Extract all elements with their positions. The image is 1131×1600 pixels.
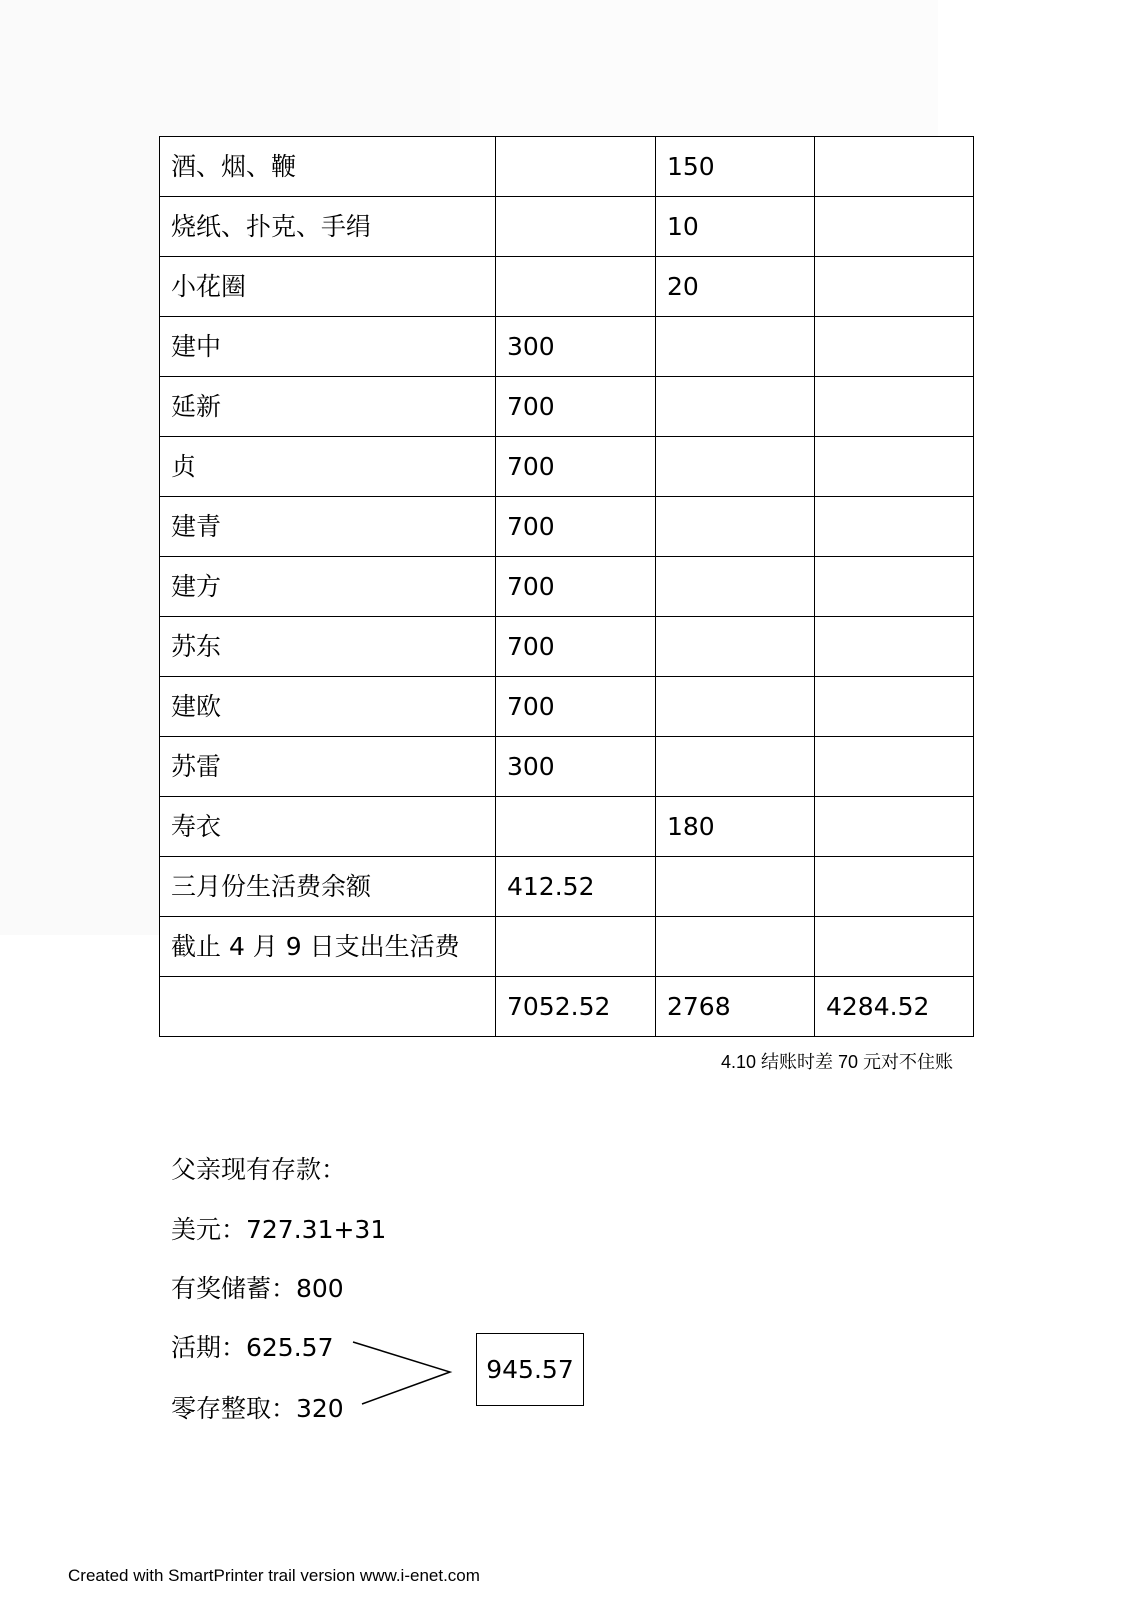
table-cell: 小花圈 (160, 257, 496, 317)
table-cell (815, 317, 974, 377)
table-cell (815, 677, 974, 737)
table-row (160, 197, 974, 257)
savings-prize: 有奖储蓄：800 (171, 1274, 344, 1303)
table-cell: 贞 (160, 437, 496, 497)
table-row (160, 917, 974, 977)
table-cell (656, 497, 815, 557)
table-cell: 苏东 (160, 617, 496, 677)
table-cell (815, 557, 974, 617)
table-cell (656, 617, 815, 677)
table-cell (160, 977, 496, 1037)
savings-demand: 活期：625.57 (171, 1333, 334, 1362)
table-row (160, 617, 974, 677)
table-cell: 300 (496, 317, 656, 377)
table-cell: 4284.52 (815, 977, 974, 1037)
expense-table (159, 136, 974, 1037)
table-row (160, 737, 974, 797)
table-cell: 苏雷 (160, 737, 496, 797)
table-cell: 412.52 (496, 857, 656, 917)
table-cell (496, 257, 656, 317)
table-row (160, 257, 974, 317)
savings-zero: 零存整取：320 (171, 1394, 344, 1423)
table-cell (815, 197, 974, 257)
table-cell: 7052.52 (496, 977, 656, 1037)
table-cell (815, 257, 974, 317)
table-cell: 建青 (160, 497, 496, 557)
table-cell (815, 497, 974, 557)
table-cell: 酒、烟、鞭 (160, 137, 496, 197)
table-cell: 建方 (160, 557, 496, 617)
table-cell: 建中 (160, 317, 496, 377)
table-cell (656, 677, 815, 737)
table-cell (815, 437, 974, 497)
savings-usd: 美元：727.31+31 (171, 1215, 387, 1244)
table-cell: 700 (496, 677, 656, 737)
table-cell: 150 (656, 137, 815, 197)
table-cell (815, 797, 974, 857)
merge-arrow-icon (350, 1338, 455, 1408)
table-row (160, 497, 974, 557)
table-cell (815, 737, 974, 797)
table-cell (815, 617, 974, 677)
table-row (160, 137, 974, 197)
savings-heading: 父亲现有存款： (171, 1155, 347, 1184)
table-row (160, 317, 974, 377)
table-cell (815, 377, 974, 437)
table-cell: 三月份生活费余额 (160, 857, 496, 917)
table-cell (656, 377, 815, 437)
footer-watermark: Created with SmartPrinter trail version www.i-enet.com (68, 1566, 480, 1585)
table-cell: 300 (496, 737, 656, 797)
table-cell: 截止 4 月 9 日支出生活费 (160, 917, 496, 977)
expense-table-body (160, 137, 974, 1037)
table-cell (815, 857, 974, 917)
table-cell (656, 737, 815, 797)
table-cell: 700 (496, 497, 656, 557)
table-cell (656, 437, 815, 497)
table-cell: 700 (496, 437, 656, 497)
table-cell: 延新 (160, 377, 496, 437)
table-cell (496, 797, 656, 857)
table-cell (496, 197, 656, 257)
table-cell (656, 917, 815, 977)
sum-value: 945.57 (486, 1355, 574, 1384)
reconciliation-note: 4.10 结账时差 70 元对不住账 (720, 1052, 953, 1072)
table-cell: 180 (656, 797, 815, 857)
table-cell (815, 137, 974, 197)
table-cell: 20 (656, 257, 815, 317)
table-cell (496, 917, 656, 977)
table-cell: 700 (496, 617, 656, 677)
table-cell (656, 317, 815, 377)
table-row (160, 377, 974, 437)
table-row (160, 797, 974, 857)
table-cell: 700 (496, 377, 656, 437)
table-cell: 700 (496, 557, 656, 617)
table-row (160, 677, 974, 737)
table-cell (656, 557, 815, 617)
sum-box (476, 1333, 584, 1406)
table-cell: 10 (656, 197, 815, 257)
table-cell: 烧纸、扑克、手绢 (160, 197, 496, 257)
table-cell: 2768 (656, 977, 815, 1037)
table-cell: 寿衣 (160, 797, 496, 857)
table-cell (815, 917, 974, 977)
table-cell (496, 137, 656, 197)
table-row (160, 557, 974, 617)
table-row (160, 437, 974, 497)
table-cell: 建欧 (160, 677, 496, 737)
table-row (160, 977, 974, 1037)
table-row (160, 857, 974, 917)
table-cell (656, 857, 815, 917)
